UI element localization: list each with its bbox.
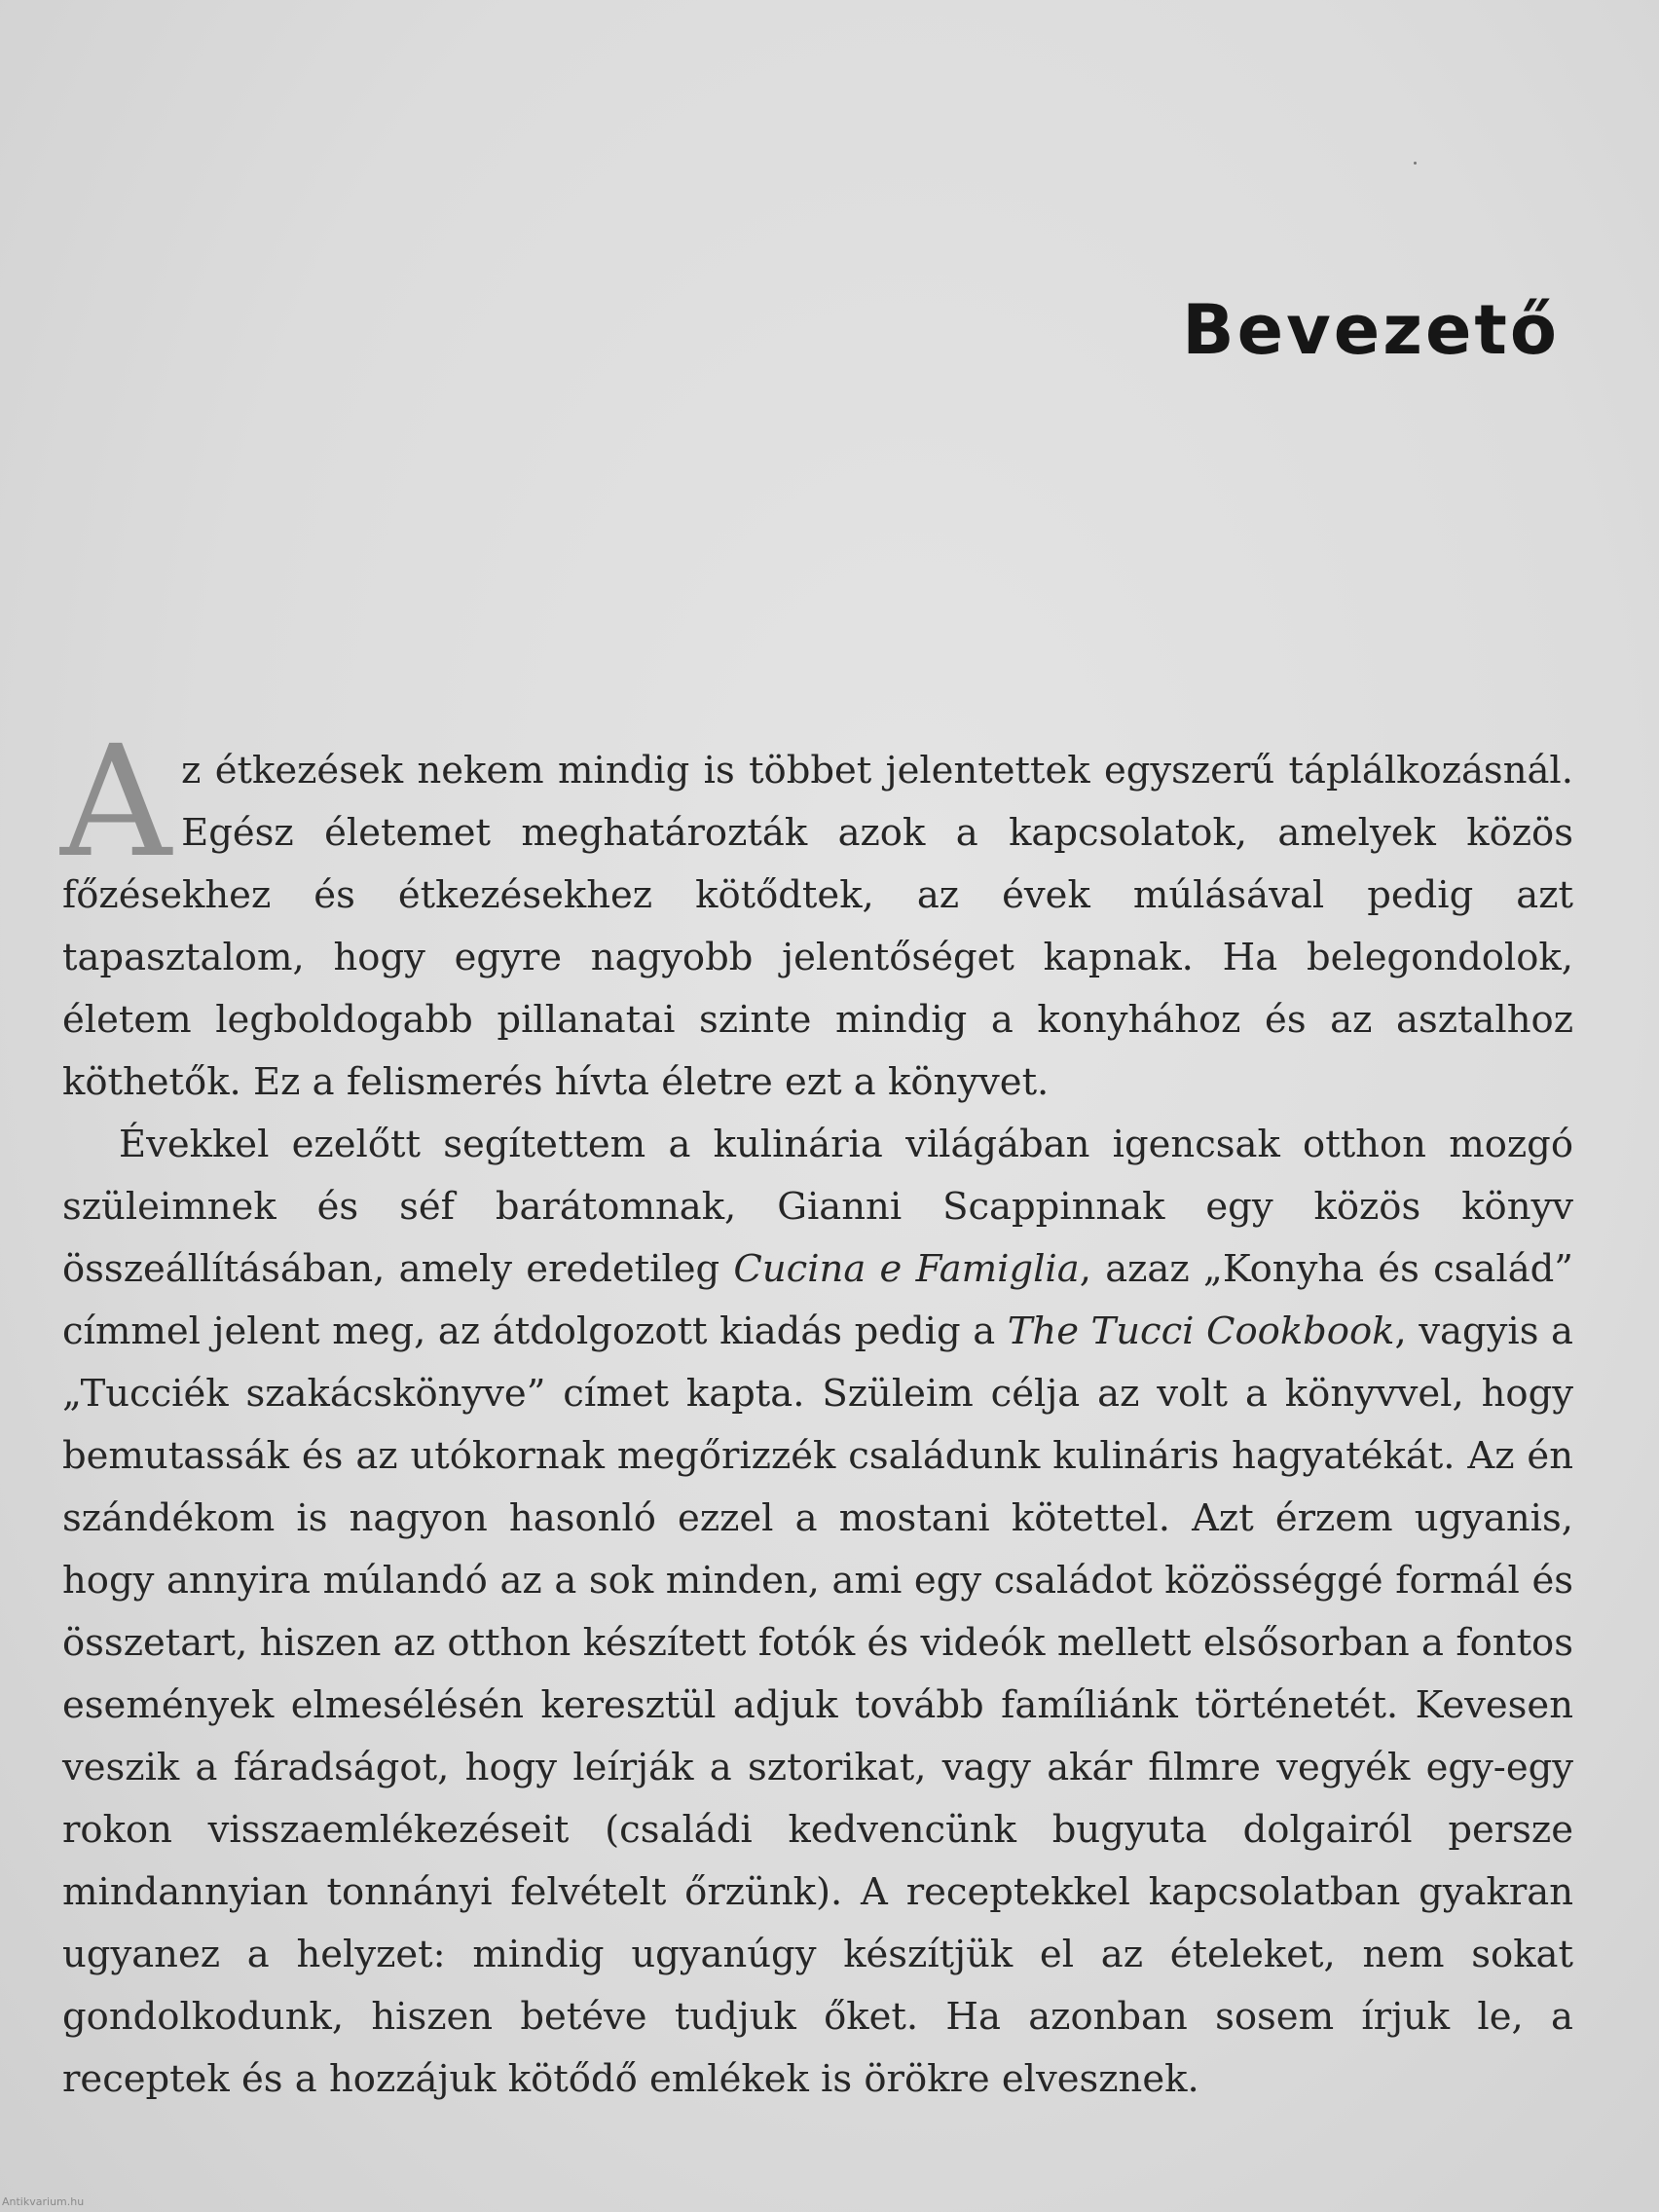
book-title-italic-1: Cucina e Famiglia (733, 1247, 1080, 1291)
paragraph-1-text: z étkezések nekem mindig is többet jelentettek egyszerű táplálkozásnál. Egész életemet meghatározták azok a kapcsolatok, amelyek közös főzésekhez és étkezésekhez kötődtek, az évek múlásával pedig azt tapasztalom, hogy egyre nagyobb jelentőséget kapnak. Ha belegondolok, életem legboldogabb pillanatai szinte mindig a konyhához és az asztalhoz köthetők. Ez a felismerés hívta életre ezt a könyvet. (62, 749, 1573, 1104)
drop-cap: A (60, 713, 172, 892)
chapter-title: Bevezető (1182, 290, 1560, 370)
paragraph-2-text-b: , azaz „Konyha és család” címmel jelent meg, az átdolgozott kiadás pedig a (62, 1247, 1573, 1353)
paragraph-2 (62, 1114, 1573, 2111)
paragraph-1 (60, 713, 1573, 1114)
paragraph-2-text-a: Évekkel ezelőtt segítettem a kulinária világában igencsak otthon mozgó szüleimnek és séf barátomnak, Gianni Scappinnak egy közös könyv összeállításában, amely eredetileg (62, 1123, 1573, 1291)
watermark: Antikvarium.hu (2, 2195, 85, 2208)
paragraph-2-text-c: , vagyis a „Tucciék szakácskönyve” címet kapta. Szüleim célja az volt a könyvvel, hogy bemutassák és az utókornak megőrizzék családunk kulináris hagyatékát. Az én szándékom is nagyon hasonló ezzel a mostani kötettel. Azt érzem ugyanis, hogy annyira múlandó az a sok minden, ami egy családot közösséggé formál és összetart, hiszen az otthon készített fotók és videók mellett elsősorban a fontos események elmesélésén keresztül adjuk tovább famíliánk történetét. Kevesen veszik a fáradságot, hogy leírják a sztorikat, vagy akár filmre vegyék egy-egy rokon visszaemlékezéseit (családi kedvencünk bugyuta dolgairól persze mindannyian tonnányi felvételt őrzünk). A receptekkel kapcsolatban gyakran ugyanez a helyzet: mindig ugyanúgy készítjük el az ételeket, nem sokat gondolkodunk, hiszen betéve tudjuk őket. Ha azonban sosem írjuk le, a receptek és a hozzájuk kötődő emlékek is örökre elvesznek. (62, 1309, 1573, 2101)
body-text (60, 713, 1573, 2111)
book-title-italic-2: The Tucci Cookbook (1007, 1309, 1395, 1353)
page-speck (1414, 162, 1417, 165)
